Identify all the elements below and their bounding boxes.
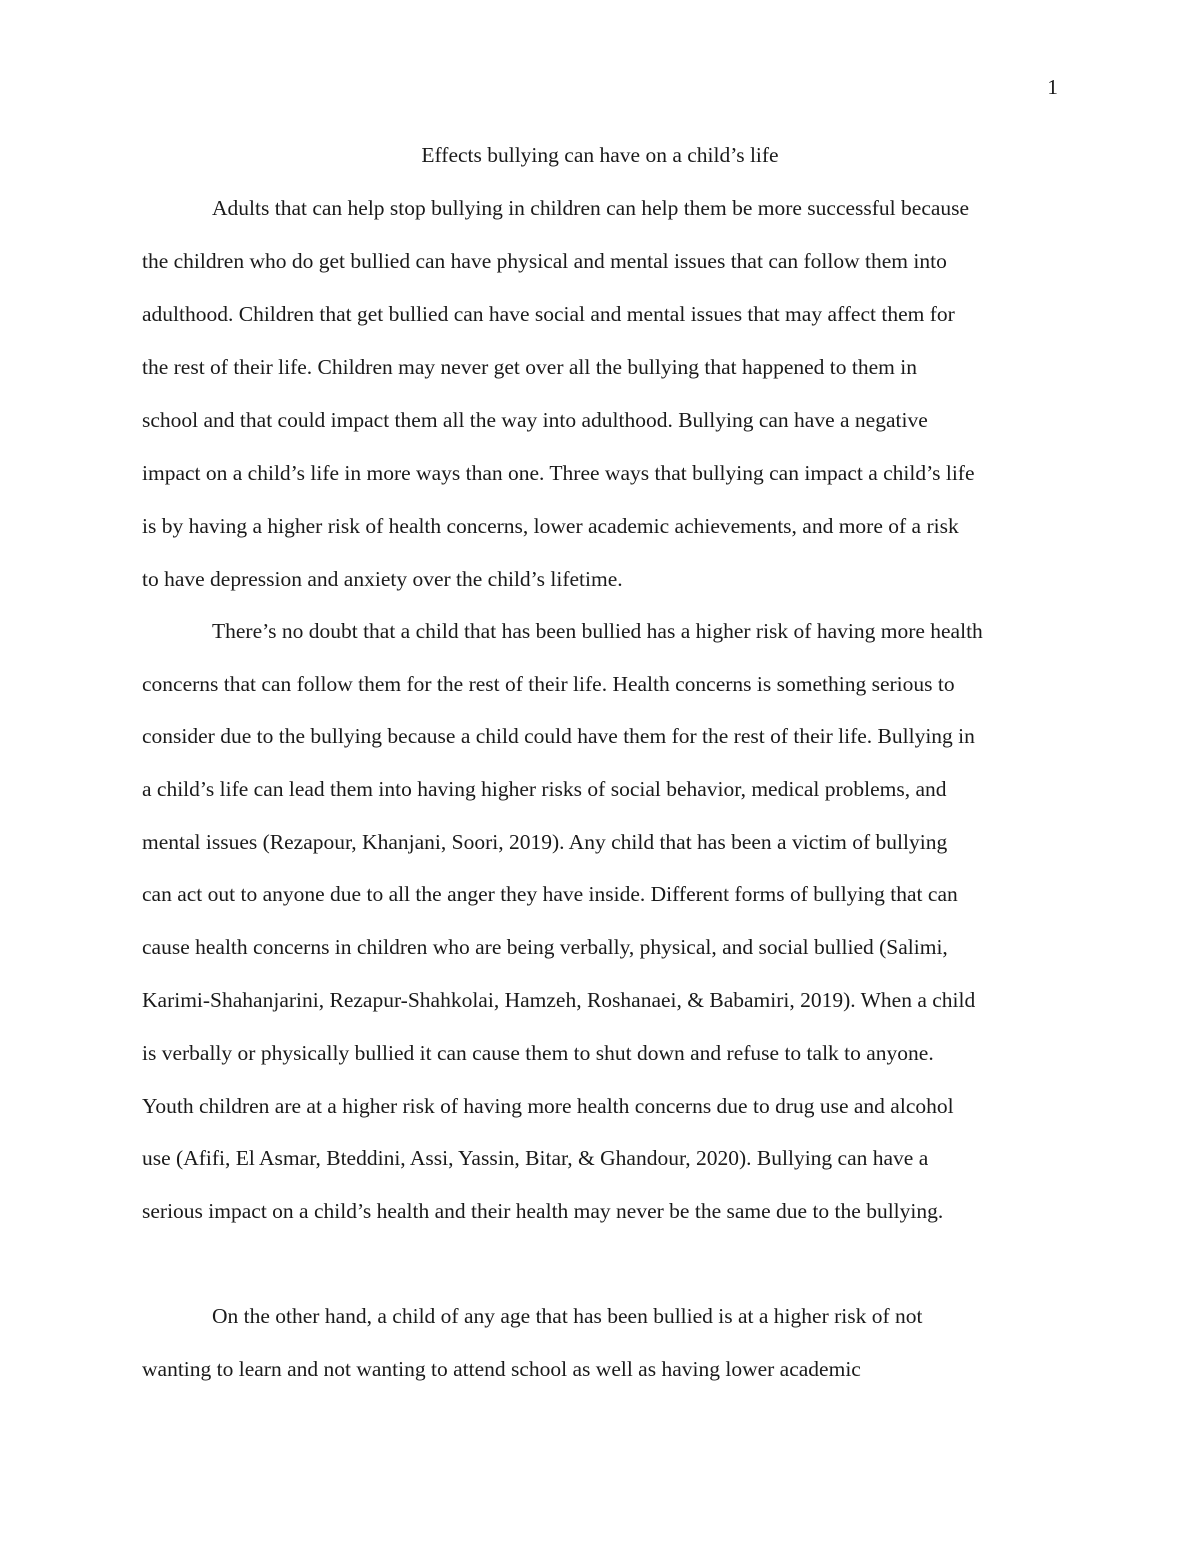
- paragraph-2-line-7: cause health concerns in children who are being verbally, physical, and social bullied (Salimi,: [142, 935, 948, 959]
- paragraph-2-line-6: can act out to anyone due to all the anger they have inside. Different forms of bullying that can: [142, 882, 958, 906]
- paragraph-1-line-7: is by having a higher risk of health concerns, lower academic achievements, and more of a risk: [142, 514, 959, 538]
- paragraph-1-line-8: to have depression and anxiety over the child’s lifetime.: [142, 567, 623, 591]
- paragraph-2-line-12: serious impact on a child’s health and their health may never be the same due to the bullying.: [142, 1199, 944, 1223]
- paragraph-2-line-5: mental issues (Rezapour, Khanjani, Soori, 2019). Any child that has been a victim of bullying: [142, 830, 948, 854]
- paragraph-2-line-11: use (Afifi, El Asmar, Bteddini, Assi, Yassin, Bitar, & Ghandour, 2020). Bullying can have a: [142, 1146, 929, 1170]
- paragraph-1-line-5: school and that could impact them all the way into adulthood. Bullying can have a negative: [142, 408, 928, 432]
- paragraph-2-line-3: consider due to the bullying because a child could have them for the rest of their life. Bullying in: [142, 724, 975, 748]
- paragraph-1-line-6: impact on a child’s life in more ways than one. Three ways that bullying can impact a child’s life: [142, 461, 975, 485]
- paragraph-2-line-4: a child’s life can lead them into having higher risks of social behavior, medical problems, and: [142, 777, 947, 801]
- page-number: 1: [1047, 75, 1058, 99]
- paragraph-1-line-1: Adults that can help stop bullying in children can help them be more successful because: [212, 196, 970, 220]
- paragraph-2-line-2: concerns that can follow them for the rest of their life. Health concerns is something serious to: [142, 672, 955, 696]
- paragraph-1-line-4: the rest of their life. Children may never get over all the bullying that happened to them in: [142, 355, 917, 379]
- paragraph-2-line-10: Youth children are at a higher risk of having more health concerns due to drug use and alcohol: [142, 1094, 954, 1118]
- paragraph-1-line-3: adulthood. Children that get bullied can have social and mental issues that may affect them for: [142, 302, 955, 326]
- paragraph-2-line-1: There’s no doubt that a child that has been bullied has a higher risk of having more health: [212, 619, 983, 643]
- document-title: Effects bullying can have on a child’s life: [421, 143, 779, 167]
- paragraph-1-line-2: the children who do get bullied can have physical and mental issues that can follow them into: [142, 249, 947, 273]
- paragraph-2-line-9: is verbally or physically bullied it can cause them to shut down and refuse to talk to anyone.: [142, 1041, 934, 1065]
- paragraph-3-line-1: On the other hand, a child of any age that has been bullied is at a higher risk of not: [212, 1304, 923, 1328]
- paragraph-3-line-2: wanting to learn and not wanting to attend school as well as having lower academic: [142, 1357, 861, 1381]
- paragraph-2-line-8: Karimi-Shahanjarini, Rezapur-Shahkolai, Hamzeh, Roshanaei, & Babamiri, 2019). When a child: [142, 988, 976, 1012]
